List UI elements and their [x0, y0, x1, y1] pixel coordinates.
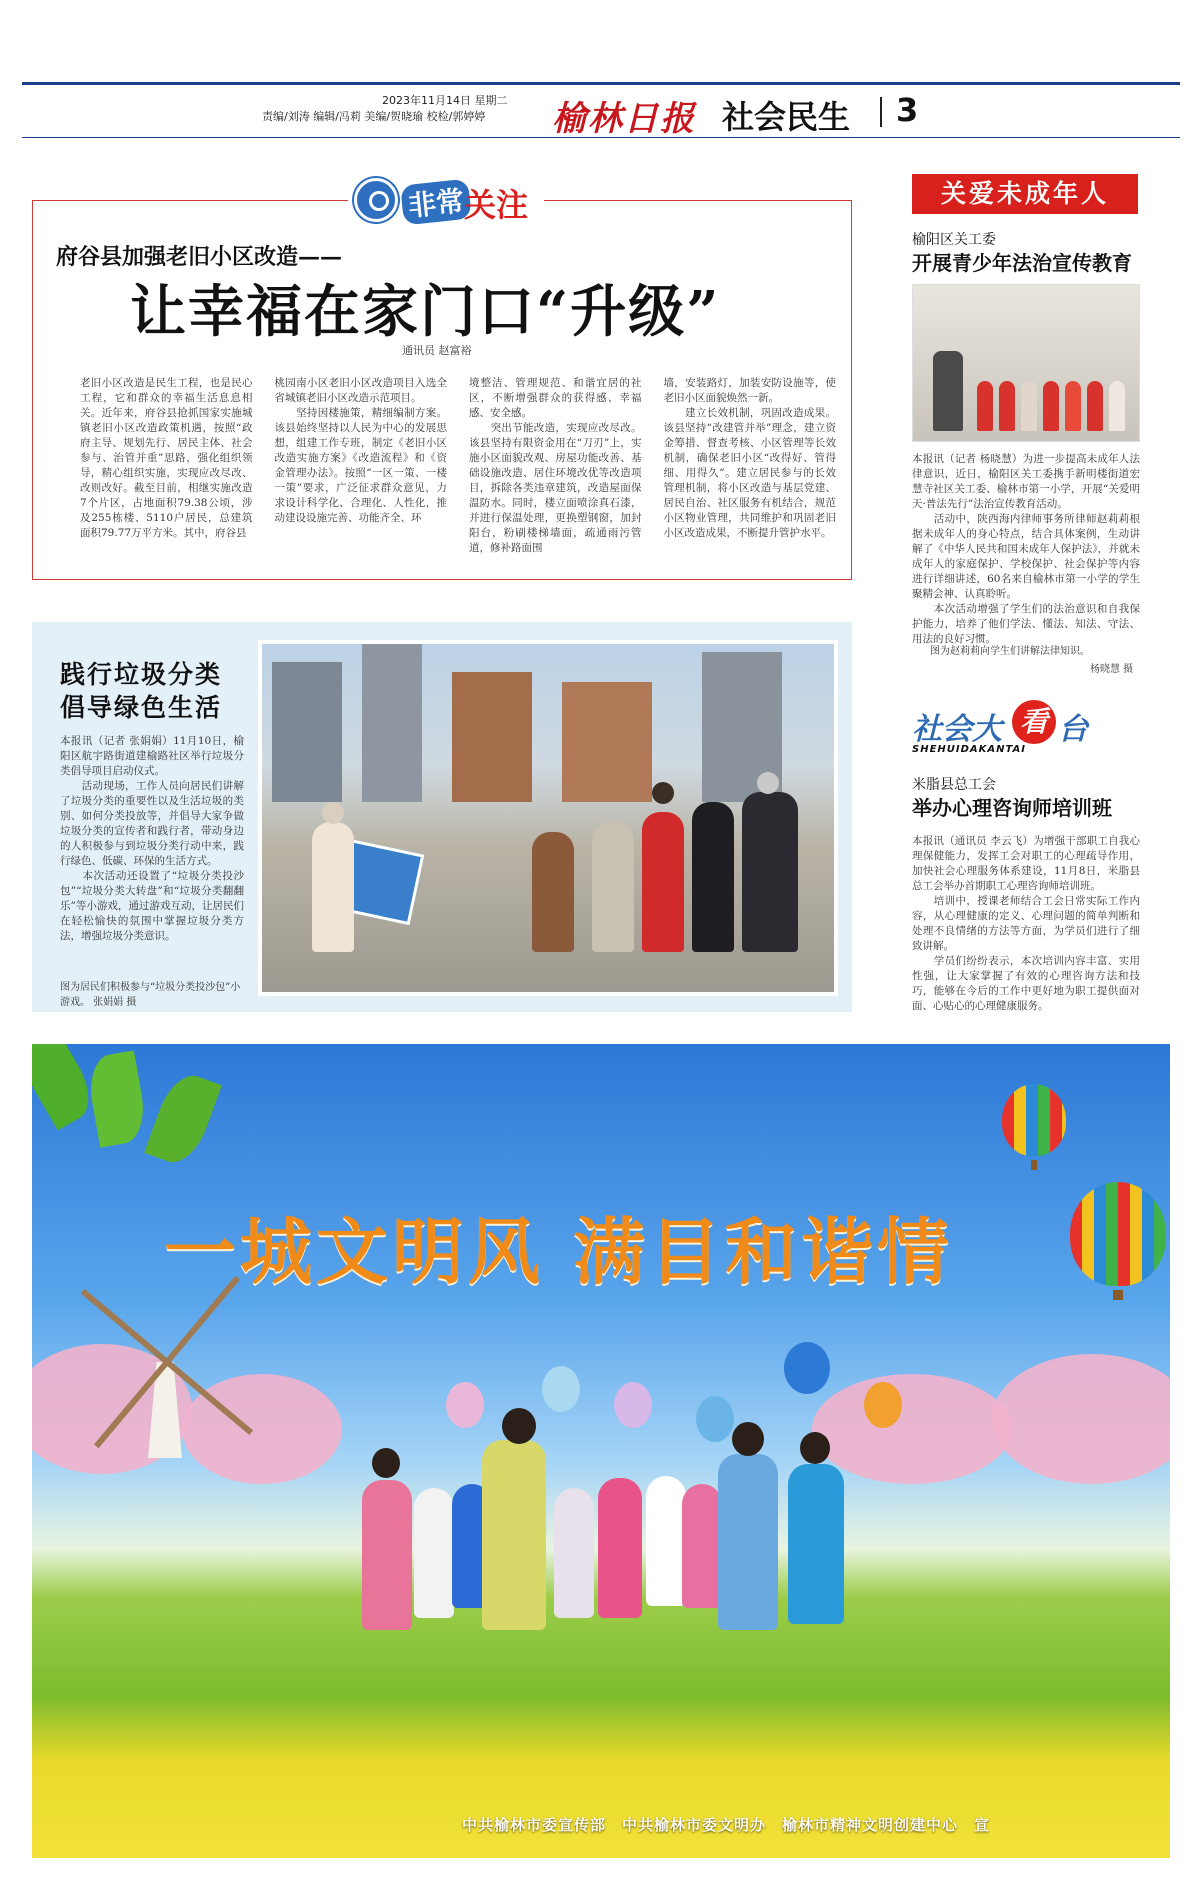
minors-headline: 开展青少年法治宣传教育: [912, 251, 1132, 275]
lead-headline: 让幸福在家门口“升级”: [130, 279, 721, 345]
lead-column-3: 境整洁、管理规范、和谐宜居的社区，不断增强群众的获得感、幸福感、安全感。 突出节能改造，实现应改尽改。该县坚持有限资金用在“刀刃”上，实施小区面貌改观、房屋功能改善、基础设施改造、居住环境改优等改造项目，拆除各类违章建筑，改造屋面保温防水。同时，楼立面喷涂真石漆，并进行保温处理，更换塑钢窗，加封阳台，粉刷楼梯墙面，疏通雨污管道，修补路面围: [469, 377, 642, 554]
masthead: [22, 82, 1180, 138]
photo-person-head: [757, 772, 779, 794]
toy-balloon: [542, 1366, 580, 1412]
photo-student: [1109, 381, 1125, 431]
masthead-divider: [880, 97, 882, 127]
photo-building: [452, 672, 532, 802]
lead-column-2: 桃园南小区老旧小区改造项目入选全省城镇老旧小区改造示范项目。 坚持因楼施策，精细编制方案。该县始终坚持以人民为中心的发展思想，组建工作专班，制定《老旧小区改造实施方案》《改造流程》和《资金管理办法》。按照“一区一策、一楼一策”要求，广泛征求群众意见，力求设计科学化、合理化、人性化，推动建设设施完善、功能齐全、环: [274, 377, 447, 524]
editor-credits: 责编/刘涛 编辑/冯莉 美编/贺晓瑜 校检/郭婷婷: [262, 110, 486, 123]
toy-balloon: [864, 1382, 902, 1428]
page-number: 3: [896, 91, 919, 129]
toy-balloon: [784, 1342, 830, 1394]
photo-person-head: [652, 782, 674, 804]
photo-student: [1065, 381, 1081, 431]
garbage-headline-line2: 倡导绿色生活: [60, 693, 223, 722]
training-body: 本报讯（通讯员 李云飞）为增强干部职工自我心理保健能力，发挥工会对职工的心理疏导作用，加快社会心理服务体系建设，11月8日，米脂县总工会举办首期职工心理咨询师培训班。 培训中，授课老师结合工会日常实际工作内容，从心理健康的定义、心理问题的简单判断和处理不良情绪的方法等方面，为学员们进行了细致讲解。 学员们纷纷表示，本次培训内容丰富、实用性强，让大家掌握了有效的心理咨询方法和技巧，能够在今后的工作中更好地为职工提供面对面、心贴心的心理健康服务。: [912, 835, 1140, 1012]
lead-byline: 通讯员 赵富裕: [402, 344, 472, 357]
photo-student: [999, 381, 1015, 431]
badge-word-a: 非常: [400, 179, 472, 226]
photo-building: [272, 662, 342, 802]
minors-body: 本报讯（记者 杨晓慧）为进一步提高未成年人法律意识，近日，榆阳区关工委携手新明楼街道宏慧寺社区关工委、榆林市第一小学，开展“关爱明天·普法先行”法治宣传教育活动。 活动中，陕西海内律师事务所律师赵莉莉根据未成年人的身心特点，结合具体案例，生动讲解了《中华人民共和国未成年人保护法》，并就未成年人的家庭保护、学校保护、社会保护等内容进行详细讲述，60名来自榆林市第一小学的学生聚精会神、认真聆听。 本次活动增强了学生们的法治意识和自我保护能力，培养了他们学法、懂法、知法、守法、用法的良好习惯。: [912, 453, 1140, 645]
running-child: [598, 1478, 642, 1618]
leaf-decoration: [144, 1068, 222, 1170]
law-education-photo: [912, 284, 1140, 442]
photo-student: [1043, 381, 1059, 431]
running-child: [646, 1476, 686, 1606]
garbage-sorting-photo: [258, 640, 838, 996]
lead-column-1: 老旧小区改造是民生工程，也是民心工程，它和群众的幸福生活息息相关。近年来，府谷县抢抓国家实施城镇老旧小区改造政策机遇，按照“政府主导、规划先行、居民主体、社会参与、治管并重”思路，强化组织领导，精心组织实施，实现应改尽改、改则改好。截至目前，相继实施改造7个片区，占地面积79.38公顷，涉及255栋楼、5110户居民，总建筑面积79.77万平方米。其中，府谷县: [80, 377, 253, 539]
toy-balloon: [696, 1396, 734, 1442]
issue-date: 2023年11月14日 星期二: [382, 94, 508, 107]
running-child: [718, 1454, 778, 1630]
running-child: [362, 1480, 412, 1630]
child-head: [502, 1408, 536, 1444]
photo-person: [312, 822, 354, 952]
child-head: [800, 1432, 830, 1464]
blossom-tree: [812, 1374, 1012, 1484]
toy-balloon: [446, 1382, 484, 1428]
photo-person-head: [322, 802, 344, 824]
lead-body: [80, 376, 836, 556]
lead-subtitle: 府谷县加强老旧小区改造——: [56, 244, 343, 270]
logo-text-a: 社会大: [912, 712, 1002, 747]
logo-pinyin: SHEHUIDAKANTAI: [912, 744, 1027, 755]
garbage-headline: [60, 658, 222, 724]
photo-person: [692, 802, 734, 952]
photo-person: [532, 832, 574, 952]
section-name: 社会民生: [722, 98, 851, 136]
newspaper-logo: 榆林日报: [552, 99, 696, 139]
garbage-photo-caption: 图为居民们积极参与“垃圾分类投沙包”小游戏。 张娟娟 摄: [60, 982, 241, 1008]
poster-slogan: 一城文明风 满目和谐情: [164, 1210, 954, 1294]
garbage-headline-line1: 践行垃圾分类: [60, 660, 223, 689]
hot-air-balloon: [1070, 1182, 1166, 1286]
civility-poster: [32, 1044, 1170, 1858]
photo-person: [642, 812, 684, 952]
child-head: [372, 1448, 400, 1478]
running-child: [482, 1440, 546, 1630]
training-kicker: 米脂县总工会: [912, 777, 996, 793]
photo-person: [592, 822, 634, 952]
photo-student: [1087, 381, 1103, 431]
photo-student: [1021, 381, 1037, 431]
running-child: [554, 1488, 594, 1618]
special-focus-badge: [348, 174, 544, 226]
minors-kicker: 榆阳区关工委: [912, 232, 996, 248]
training-headline: 举办心理咨询师培训班: [912, 796, 1112, 820]
magnifier-icon: [354, 178, 398, 222]
masthead-meta: [262, 93, 508, 125]
photo-student: [933, 351, 963, 431]
minors-photo-credit: 杨晓慧 摄: [1090, 664, 1134, 675]
hot-air-balloon: [1002, 1084, 1066, 1156]
poster-sponsors: 中共榆林市委宣传部 中共榆林市委文明办 榆林市精神文明创建中心 宣: [462, 1816, 991, 1834]
garbage-body: 本报讯（记者 张娟娟）11月10日，榆阳区航宇路街道建榆路社区举行垃圾分类倡导项目启动仪式。 活动现场，工作人员向居民们讲解了垃圾分类的重要性以及生活垃圾的类别、如何分类投放等，并倡导大家争做垃圾分类的宣传者和践行者，带动身边的人积极参与到垃圾分类行动中来，践行绿色、低碳、环保的生活方式。 本次活动还设置了“垃圾分类投沙包”“垃圾分类大转盘”和“垃圾分类翻翻乐”等小游戏，通过游戏互动，让居民们在轻松愉快的氛围中掌握垃圾分类方法，增强垃圾分类意识。: [60, 735, 244, 942]
photo-building: [362, 642, 422, 802]
child-head: [732, 1422, 764, 1456]
logo-text-c: 台: [1058, 712, 1088, 747]
lead-column-4: 墙，安装路灯，加装安防设施等，使老旧小区面貌焕然一新。 建立长效机制，巩固改造成果。该县坚持“改建管并举”理念，建立资金筹措、督查考核、小区管理等长效机制，确保老旧小区“改得好、管得细、用得久”。建立居民参与的长效管理机制，将小区改造与基层党建、居民自治、社区服务有机结合，规范小区物业管理，共同维护和巩固老旧小区改造成果，不断提升管护水平。: [663, 377, 836, 539]
running-child: [682, 1484, 722, 1608]
leaf-decoration: [85, 1050, 150, 1147]
care-for-minors-banner: 关爱未成年人: [912, 174, 1138, 214]
society-stage-logo: [912, 700, 1092, 760]
running-child: [414, 1488, 454, 1618]
photo-building: [562, 682, 652, 802]
logo-text-b: 看: [1012, 700, 1056, 744]
blossom-tree: [992, 1354, 1170, 1484]
photo-student: [977, 381, 993, 431]
minors-photo-caption: 图为赵莉莉向学生们讲解法律知识。: [930, 646, 1090, 657]
toy-balloon: [614, 1382, 652, 1428]
badge-word-b: 关注: [464, 186, 529, 224]
photo-person: [742, 792, 798, 952]
running-child: [788, 1464, 844, 1624]
